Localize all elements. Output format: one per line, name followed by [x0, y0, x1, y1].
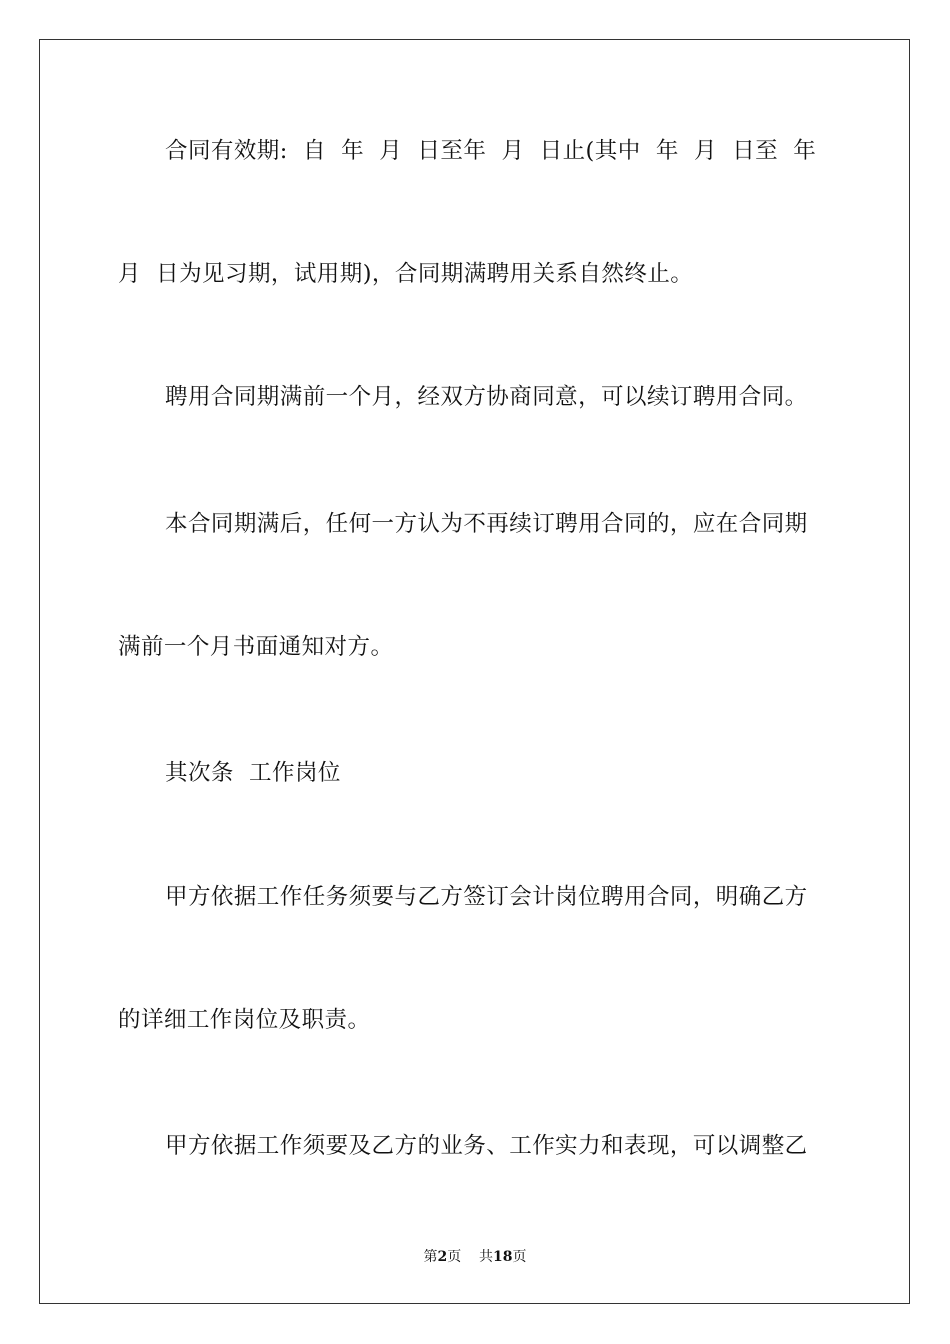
footer-total-prefix: 共 [479, 1249, 494, 1265]
paragraph-line: 甲方依据工作须要及乙方的业务、工作实力和表现，可以调整乙 [165, 1133, 808, 1159]
page-border [39, 39, 910, 1304]
footer-page-prefix: 第 [423, 1249, 438, 1265]
paragraph-line: 甲方依据工作任务须要与乙方签订会计岗位聘用合同，明确乙方 [165, 884, 808, 910]
page-footer [0, 1248, 950, 1266]
paragraph-line: 满前一个月书面通知对方。 [118, 634, 394, 660]
section-heading: 其次条 工作岗位 [165, 760, 341, 786]
paragraph-line: 本合同期满后，任何一方认为不再续订聘用合同的，应在合同期 [165, 511, 808, 537]
paragraph-line: 月 日为见习期，试用期)，合同期满聘用关系自然终止。 [118, 261, 694, 287]
footer-total-suffix: 页 [512, 1249, 527, 1265]
footer-page-number: 2 [437, 1249, 448, 1265]
footer-total-pages: 18 [493, 1249, 513, 1265]
paragraph-line: 的详细工作岗位及职责。 [118, 1007, 371, 1033]
footer-page-suffix: 页 [447, 1249, 462, 1265]
paragraph-line: 合同有效期: 自 年 月 日至年 月 日止(其中 年 月 日至 年 [165, 138, 817, 164]
paragraph-line: 聘用合同期满前一个月，经双方协商同意，可以续订聘用合同。 [165, 384, 808, 410]
